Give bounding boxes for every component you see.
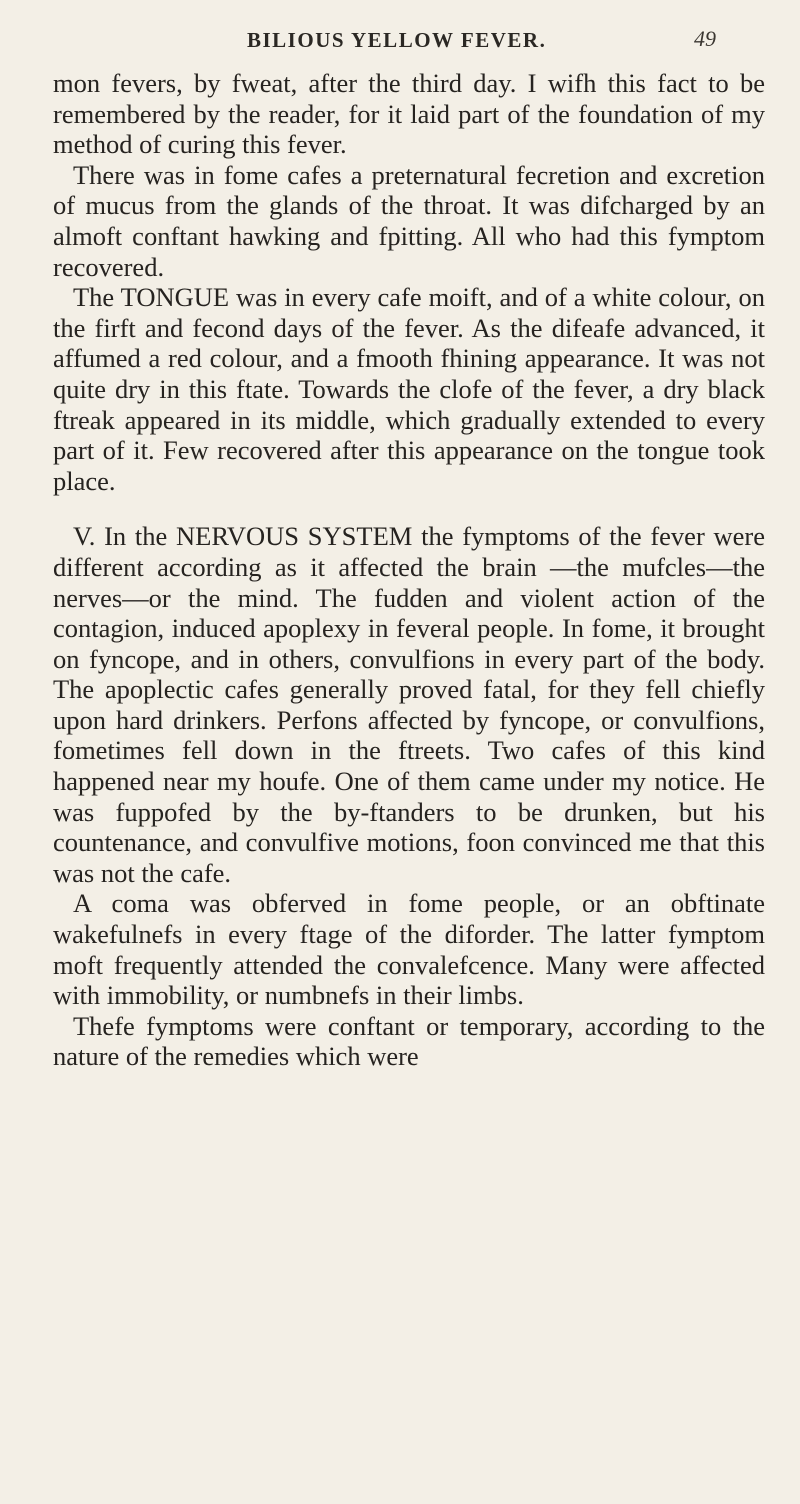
paragraph-symptoms: Thefe fymptoms were conftant or temporary, according to the nature of the remedies which were: [53, 1010, 765, 1072]
paragraph-continuation: mon fevers, by fweat, after the third day. I wifh this fact to be remembered by the reader, for it laid part of the foundation of my method of curing this fever.: [53, 68, 765, 160]
running-head: [0, 28, 800, 58]
running-title: BILIOUS YELLOW FEVER.: [247, 28, 547, 52]
paragraph-nervous-system: V. In the NERVOUS SYSTEM the fymptoms of the fever were different according as it affected the brain —the mufcles—the nerves—or the mind. The fudden and violent action of the contagion, induced apoplexy in feveral people. In fome, it brought on fyncope, and in others, convulfions in every part of the body. The apoplectic cafes generally proved fatal, for they fell chiefly upon hard drinkers. Perfons affected by fyncope, or convulfions, fometimes fell down in the ftreets. Two cafes of this kind happened near my houfe. One of them came under my notice. He was fuppofed by the by-ftanders to be drunken, but his countenance, and convulfive motions, foon convinced me that this was not the cafe.: [53, 521, 765, 888]
page-number: 49: [694, 26, 716, 51]
paragraph-coma: A coma was obferved in fome people, or an obftinate wakefulnefs in every ftage of the diforder. The latter fymptom moft frequently attended the convalefcence. Many were affected with immobility, or numbnefs in their limbs.: [53, 888, 765, 1011]
body-text: [53, 68, 765, 1072]
paragraph-mucus: There was in fome cafes a preternatural fecretion and excretion of mucus from the glands of the throat. It was difcharged by an almoft conftant hawking and fpitting. All who had this fymptom recovered.: [53, 159, 765, 282]
paragraph-tongue: The TONGUE was in every cafe moift, and of a white colour, on the firft and fecond days of the fever. As the difeafe advanced, it affumed a red colour, and a fmooth fhining appearance. It was not quite dry in this ftate. Towards the clofe of the fever, a dry black ftreak appeared in its middle, which gradually extended to every part of it. Few recovered after this appearance on the tongue took place.: [53, 282, 765, 496]
